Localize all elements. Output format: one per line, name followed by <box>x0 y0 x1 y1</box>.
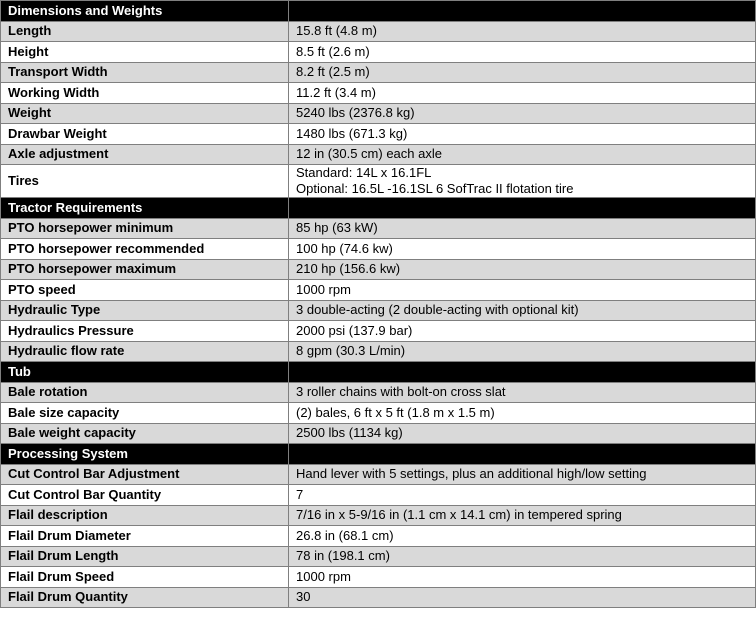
spec-row-flail-drum-speed <box>1 567 756 588</box>
spec-value: 8 gpm (30.3 L/min) <box>289 341 756 362</box>
spec-row-working-width <box>1 83 756 104</box>
spec-row-flail-drum-length <box>1 546 756 567</box>
spec-label: Weight <box>1 103 289 124</box>
spec-row-weight <box>1 103 756 124</box>
spec-row-drawbar-weight <box>1 124 756 145</box>
spec-value: 1000 rpm <box>289 567 756 588</box>
spec-value: 8.2 ft (2.5 m) <box>289 62 756 83</box>
spec-label: Bale rotation <box>1 382 289 403</box>
section-header-tractor-requirements <box>1 198 756 219</box>
spec-row-pto-horsepower-recommended <box>1 239 756 260</box>
spec-label: Tires <box>1 165 289 198</box>
section-header-tub <box>1 362 756 383</box>
spec-label: Working Width <box>1 83 289 104</box>
spec-row-bale-size-capacity <box>1 403 756 424</box>
spec-label: Flail Drum Speed <box>1 567 289 588</box>
spec-row-hydraulic-flow-rate <box>1 341 756 362</box>
section-title: Processing System <box>1 444 289 465</box>
spec-table-body <box>1 1 756 608</box>
spec-row-height <box>1 42 756 63</box>
spec-label: Cut Control Bar Adjustment <box>1 464 289 485</box>
spec-label: Flail description <box>1 505 289 526</box>
spec-value: Hand lever with 5 settings, plus an additional high/low setting <box>289 464 756 485</box>
spec-label: Transport Width <box>1 62 289 83</box>
section-title: Dimensions and Weights <box>1 1 289 22</box>
spec-value: 15.8 ft (4.8 m) <box>289 21 756 42</box>
spec-value <box>289 165 756 198</box>
spec-row-hydraulic-type <box>1 300 756 321</box>
spec-row-pto-horsepower-minimum <box>1 218 756 239</box>
spec-value: 30 <box>289 587 756 608</box>
spec-row-pto-speed <box>1 280 756 301</box>
spec-row-cut-control-bar-adjustment <box>1 464 756 485</box>
spec-value: 100 hp (74.6 kw) <box>289 239 756 260</box>
spec-value: 85 hp (63 kW) <box>289 218 756 239</box>
spec-value: 8.5 ft (2.6 m) <box>289 42 756 63</box>
spec-row-pto-horsepower-maximum <box>1 259 756 280</box>
spec-row-cut-control-bar-quantity <box>1 485 756 506</box>
spec-row-flail-description <box>1 505 756 526</box>
spec-value: 26.8 in (68.1 cm) <box>289 526 756 547</box>
spec-value: 3 double-acting (2 double-acting with optional kit) <box>289 300 756 321</box>
spec-label: Cut Control Bar Quantity <box>1 485 289 506</box>
spec-value: 12 in (30.5 cm) each axle <box>289 144 756 165</box>
spec-row-bale-rotation <box>1 382 756 403</box>
spec-value: 2000 psi (137.9 bar) <box>289 321 756 342</box>
spec-label: Drawbar Weight <box>1 124 289 145</box>
spec-label: Flail Drum Diameter <box>1 526 289 547</box>
spec-value: 11.2 ft (3.4 m) <box>289 83 756 104</box>
spec-value: 7 <box>289 485 756 506</box>
spec-row-flail-drum-quantity <box>1 587 756 608</box>
spec-row-bale-weight-capacity <box>1 423 756 444</box>
spec-value-line: Optional: 16.5L -16.1SL 6 SofTrac II flotation tire <box>296 181 574 196</box>
spec-label: Flail Drum Quantity <box>1 587 289 608</box>
spec-label: Bale size capacity <box>1 403 289 424</box>
spec-label: PTO horsepower recommended <box>1 239 289 260</box>
spec-label: Length <box>1 21 289 42</box>
section-header-blank <box>289 198 756 219</box>
spec-label: PTO horsepower maximum <box>1 259 289 280</box>
section-header-blank <box>289 1 756 22</box>
spec-label: Flail Drum Length <box>1 546 289 567</box>
spec-label: Hydraulics Pressure <box>1 321 289 342</box>
spec-label: Hydraulic flow rate <box>1 341 289 362</box>
spec-value: 3 roller chains with bolt-on cross slat <box>289 382 756 403</box>
spec-value: (2) bales, 6 ft x 5 ft (1.8 m x 1.5 m) <box>289 403 756 424</box>
spec-label: Bale weight capacity <box>1 423 289 444</box>
section-header-processing-system <box>1 444 756 465</box>
spec-label: Height <box>1 42 289 63</box>
spec-label: Axle adjustment <box>1 144 289 165</box>
spec-label: PTO horsepower minimum <box>1 218 289 239</box>
spec-value: 7/16 in x 5-9/16 in (1.1 cm x 14.1 cm) in tempered spring <box>289 505 756 526</box>
spec-row-tires <box>1 165 756 198</box>
spec-row-axle-adjustment <box>1 144 756 165</box>
section-header-blank <box>289 362 756 383</box>
spec-label: Hydraulic Type <box>1 300 289 321</box>
spec-value: 1480 lbs (671.3 kg) <box>289 124 756 145</box>
spec-row-hydraulics-pressure <box>1 321 756 342</box>
section-title: Tub <box>1 362 289 383</box>
spec-row-transport-width <box>1 62 756 83</box>
section-header-blank <box>289 444 756 465</box>
spec-row-length <box>1 21 756 42</box>
spec-row-flail-drum-diameter <box>1 526 756 547</box>
spec-value: 78 in (198.1 cm) <box>289 546 756 567</box>
spec-value: 210 hp (156.6 kw) <box>289 259 756 280</box>
spec-label: PTO speed <box>1 280 289 301</box>
spec-value: 5240 lbs (2376.8 kg) <box>289 103 756 124</box>
spec-value: 2500 lbs (1134 kg) <box>289 423 756 444</box>
section-title: Tractor Requirements <box>1 198 289 219</box>
spec-value: 1000 rpm <box>289 280 756 301</box>
spec-value-line: Standard: 14L x 16.1FL <box>296 165 432 180</box>
section-header-dimensions-and-weights <box>1 1 756 22</box>
